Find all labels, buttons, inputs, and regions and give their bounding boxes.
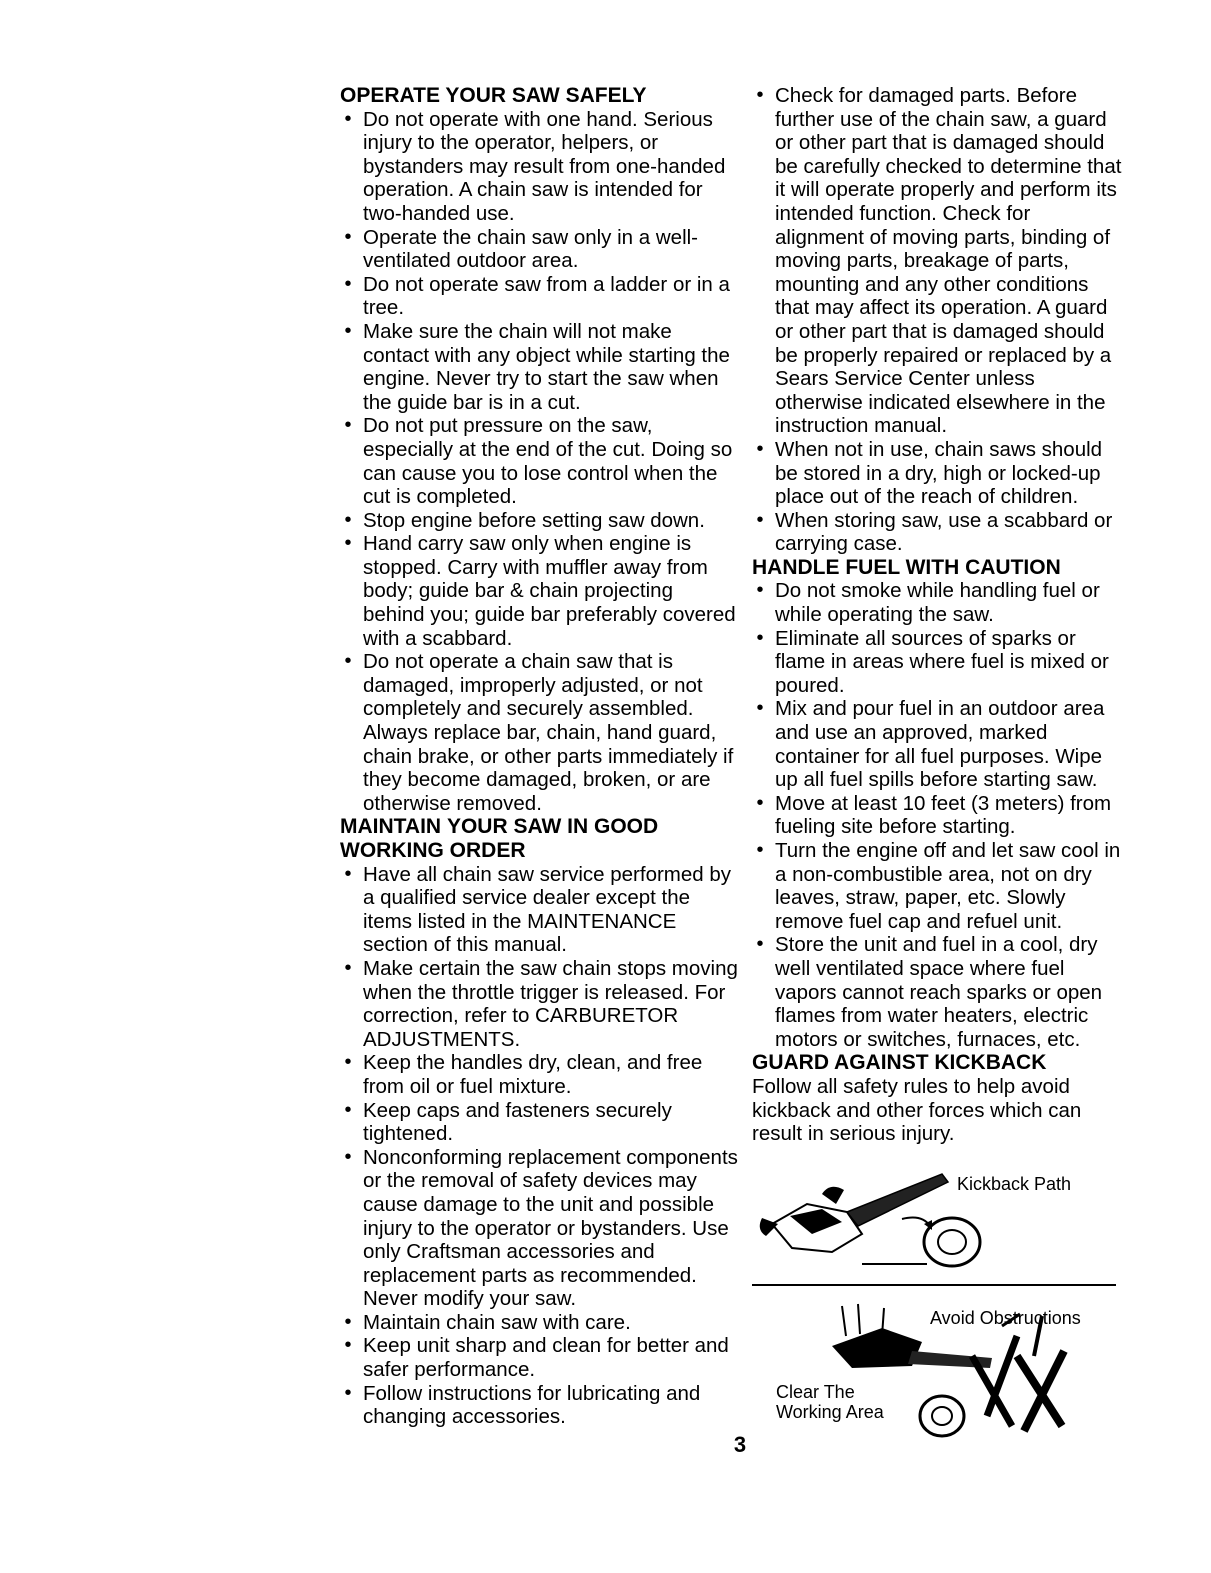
bullet-icon: • bbox=[344, 1145, 352, 1168]
kickback-path-label: Kickback Path bbox=[957, 1173, 1072, 1194]
bullet-icon: • bbox=[344, 532, 352, 555]
list-item: • Stop engine before setting saw down. bbox=[340, 509, 740, 533]
list-item: • Have all chain saw service performed by a qualified service dealer except the items listed in the MAINTENANCE section of this manual. bbox=[340, 863, 740, 957]
bullet-icon: • bbox=[344, 1334, 352, 1357]
bullet-icon: • bbox=[344, 508, 352, 531]
kickback-paragraph: Follow all safety rules to help avoid kickback and other forces which can result in serious injury. bbox=[752, 1074, 1082, 1146]
bullet-icon: • bbox=[756, 579, 764, 602]
kickback-path-figure bbox=[752, 1164, 1124, 1274]
list-item: • Store the unit and fuel in a cool, dry well ventilated space where fuel vapors cannot reach sparks or open flames from water heaters, electric motors or switches, furnaces, etc. bbox=[752, 933, 1124, 1051]
list-item: • Check for damaged parts. Before further use of the chain saw, a guard or other part that is damaged should be carefully checked to determine that it will operate properly and perform its intended function. Check for alignment of moving parts, binding of moving parts, breakage of parts, mounting and any other conditions that may affect its operation. A guard or other part that is damaged should be properly repaired or replaced by a Sears Service Center unless otherwise indicated elsewhere in the instruction manual. bbox=[752, 84, 1124, 438]
left-column bbox=[340, 84, 740, 1429]
kickback-heading: GUARD AGAINST KICKBACK bbox=[752, 1051, 1047, 1075]
operate-safely-heading: OPERATE YOUR SAW SAFELY bbox=[340, 84, 647, 107]
list-item: • When storing saw, use a scabbard or carrying case. bbox=[752, 509, 1124, 556]
bullet-icon: • bbox=[344, 319, 352, 342]
bullet-icon: • bbox=[344, 1381, 352, 1404]
right-column bbox=[752, 84, 1124, 1436]
bullet-icon: • bbox=[344, 1051, 352, 1074]
maintain-heading-line2: WORKING ORDER bbox=[340, 839, 526, 862]
list-item: • Make sure the chain will not make contact with any object while starting the engine. Never try to start the saw when the guide bar is in a cut. bbox=[340, 320, 740, 414]
bullet-icon: • bbox=[756, 626, 764, 649]
page-number: 3 bbox=[733, 1432, 747, 1457]
list-item: • Do not smoke while handling fuel or while operating the saw. bbox=[752, 579, 1124, 626]
maintain-heading: MAINTAIN YOUR SAW IN GOOD bbox=[340, 815, 659, 839]
operate-safely-list bbox=[340, 108, 740, 816]
continued-list bbox=[752, 84, 1124, 556]
fuel-caution-heading: HANDLE FUEL WITH CAUTION bbox=[752, 555, 1061, 579]
bullet-icon: • bbox=[756, 933, 764, 956]
bullet-icon: • bbox=[756, 437, 764, 460]
bullet-icon: • bbox=[756, 508, 764, 531]
list-item: • Keep unit sharp and clean for better and safer performance. bbox=[340, 1334, 740, 1381]
avoid-obstructions-label: Avoid Obstructions bbox=[930, 1307, 1081, 1328]
bullet-icon: • bbox=[344, 956, 352, 979]
list-item: • Make certain the saw chain stops moving when the throttle trigger is released. For correction, refer to CARBURETOR ADJUSTMENTS. bbox=[340, 957, 740, 1051]
chainsaw-kickback-drawing bbox=[752, 1164, 992, 1274]
list-item: • Do not put pressure on the saw, especially at the end of the cut. Doing so can cause you to lose control when the cut is completed. bbox=[340, 414, 740, 508]
bullet-icon: • bbox=[344, 414, 352, 437]
maintain-list bbox=[340, 863, 740, 1429]
list-item: • Turn the engine off and let saw cool in a non-combustible area, not on dry leaves, straw, paper, etc. Slowly remove fuel cap and refuel unit. bbox=[752, 839, 1124, 933]
bullet-icon: • bbox=[756, 697, 764, 720]
list-item: • Hand carry saw only when engine is stopped. Carry with muffler away from body; guide bar & chain projecting behind you; guide bar preferably covered with a scabbard. bbox=[340, 532, 740, 650]
list-item: • Do not operate with one hand. Serious injury to the operator, helpers, or bystanders may result from one-handed operation. A chain saw is intended for two-handed use. bbox=[340, 108, 740, 226]
bullet-icon: • bbox=[344, 1310, 352, 1333]
list-item: • Nonconforming replacement components or the removal of safety devices may cause damage to the unit and possible injury to the operator or bystanders. Use only Craftsman accessories and replacement parts as recommended. Never modify your saw. bbox=[340, 1146, 740, 1311]
obstructions-figure bbox=[752, 1286, 1124, 1436]
list-item: • Eliminate all sources of sparks or flame in areas where fuel is mixed or poured. bbox=[752, 627, 1124, 698]
clear-area-label-line2: Working Area bbox=[776, 1401, 884, 1422]
list-item: • Move at least 10 feet (3 meters) from fueling site before starting. bbox=[752, 792, 1124, 839]
bullet-icon: • bbox=[344, 650, 352, 673]
bullet-icon: • bbox=[344, 107, 352, 130]
list-item: • When not in use, chain saws should be stored in a dry, high or locked-up place out of the reach of children. bbox=[752, 438, 1124, 509]
bullet-icon: • bbox=[756, 84, 764, 106]
kickback-illustration bbox=[752, 1164, 1124, 1436]
bullet-icon: • bbox=[344, 272, 352, 295]
list-item: • Do not operate a chain saw that is damaged, improperly adjusted, or not completely and securely assembled. Always replace bar, chain, hand guard, chain brake, or other parts immediately if they become damaged, broken, or are otherwise removed. bbox=[340, 650, 740, 815]
list-item: • Maintain chain saw with care. bbox=[340, 1311, 740, 1335]
clear-area-label-line1: Clear The bbox=[776, 1381, 855, 1402]
fuel-caution-list bbox=[752, 579, 1124, 1051]
bullet-icon: • bbox=[344, 862, 352, 885]
list-item: • Do not operate saw from a ladder or in a tree. bbox=[340, 273, 740, 320]
bullet-icon: • bbox=[756, 839, 764, 861]
bullet-icon: • bbox=[756, 791, 764, 814]
list-item: • Follow instructions for lubricating and changing accessories. bbox=[340, 1382, 740, 1429]
list-item: • Keep the handles dry, clean, and free from oil or fuel mixture. bbox=[340, 1051, 740, 1098]
list-item: • Keep caps and fasteners securely tightened. bbox=[340, 1099, 740, 1146]
bullet-icon: • bbox=[344, 1098, 352, 1121]
list-item: • Mix and pour fuel in an outdoor area and use an approved, marked container for all fuel purposes. Wipe up all fuel spills before starting saw. bbox=[752, 697, 1124, 791]
bullet-icon: • bbox=[344, 225, 352, 248]
list-item: • Operate the chain saw only in a well-ventilated outdoor area. bbox=[340, 226, 740, 273]
